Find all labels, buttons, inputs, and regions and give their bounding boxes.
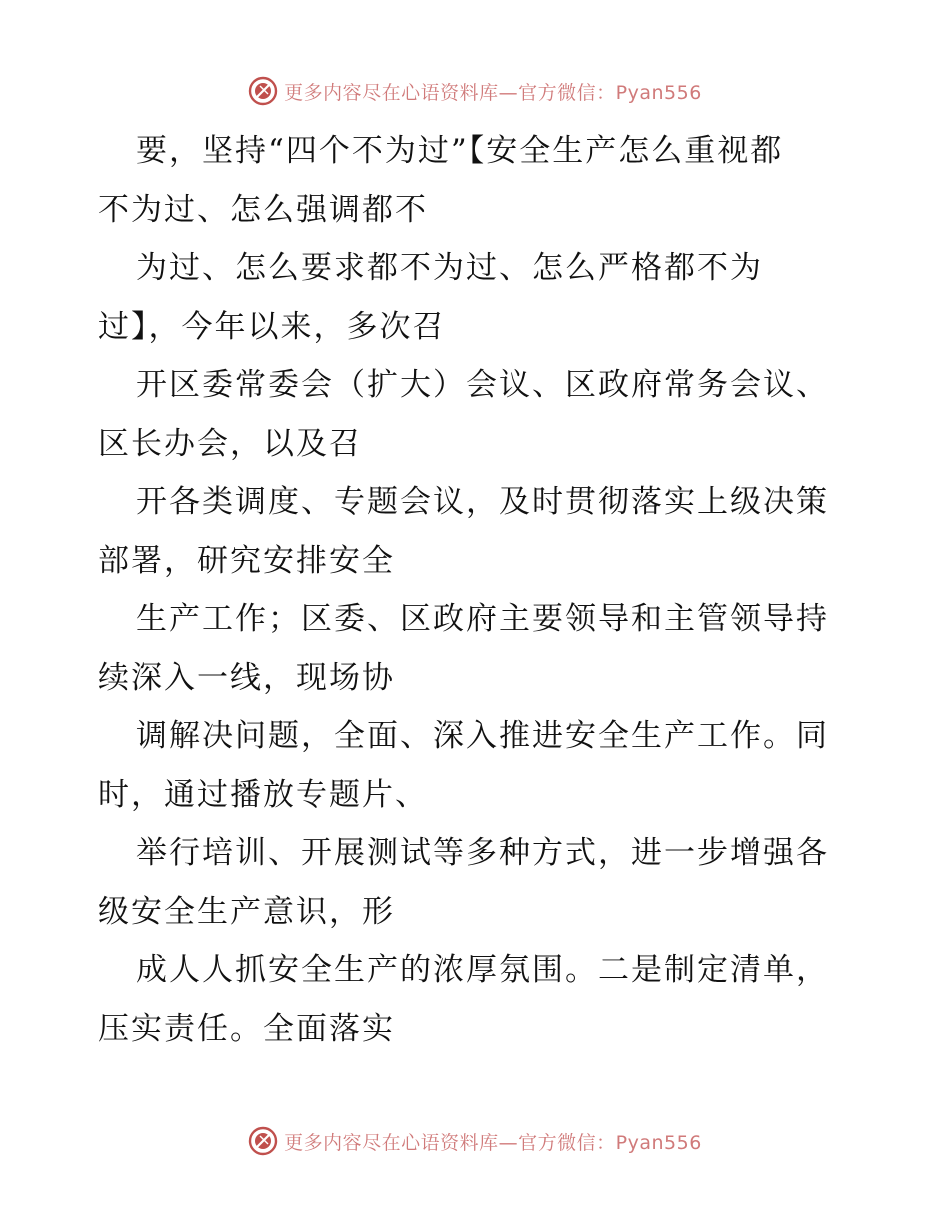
paragraph-line: 举行培训、开展测试等多种方式，进一步增强各	[136, 835, 829, 871]
seal-logo-icon	[248, 1126, 278, 1156]
paragraph	[98, 590, 858, 707]
paragraph-line: 调解决问题，全面、深入推进安全生产工作。同	[136, 718, 829, 754]
paragraph-line: 生产工作；区委、区政府主要领导和主管领导持	[136, 601, 829, 637]
paragraph	[98, 473, 858, 590]
paragraph-line: 开区委常委会（扩大）会议、区政府常务会议、	[136, 367, 829, 403]
paragraph	[98, 239, 858, 356]
header-watermark	[0, 74, 950, 108]
paragraph-line: 过】，今年以来，多次召	[98, 308, 446, 345]
paragraph-line: 压实责任。全面落实	[98, 1010, 395, 1047]
paragraph-line: 要，坚持“四个不为过”【安全生产怎么重视都	[136, 133, 784, 169]
document-body	[98, 122, 858, 1058]
watermark-text: 更多内容尽在心语资料库—官方微信：Pyan556	[284, 1131, 702, 1154]
paragraph	[98, 122, 858, 239]
paragraph	[98, 824, 858, 941]
paragraph-line: 为过、怎么要求都不为过、怎么严格都不为	[136, 250, 763, 286]
paragraph	[98, 941, 858, 1058]
seal-logo-icon	[248, 76, 278, 106]
paragraph-line: 不为过、怎么强调都不	[98, 191, 428, 228]
paragraph-line: 区长办会，以及召	[98, 425, 362, 462]
paragraph-line: 开各类调度、专题会议，及时贯彻落实上级决策	[136, 484, 829, 520]
paragraph-line: 续深入一线，现场协	[98, 659, 395, 696]
footer-watermark	[0, 1124, 950, 1158]
paragraph	[98, 356, 858, 473]
paragraph-line: 成人人抓安全生产的浓厚氛围。二是制定清单，	[136, 952, 829, 988]
paragraph-line: 部署，研究安排安全	[98, 542, 395, 579]
paragraph-line: 级安全生产意识，形	[98, 893, 395, 930]
paragraph-line: 时，通过播放专题片、	[98, 776, 428, 813]
watermark-text: 更多内容尽在心语资料库—官方微信：Pyan556	[284, 81, 702, 104]
paragraph	[98, 707, 858, 824]
